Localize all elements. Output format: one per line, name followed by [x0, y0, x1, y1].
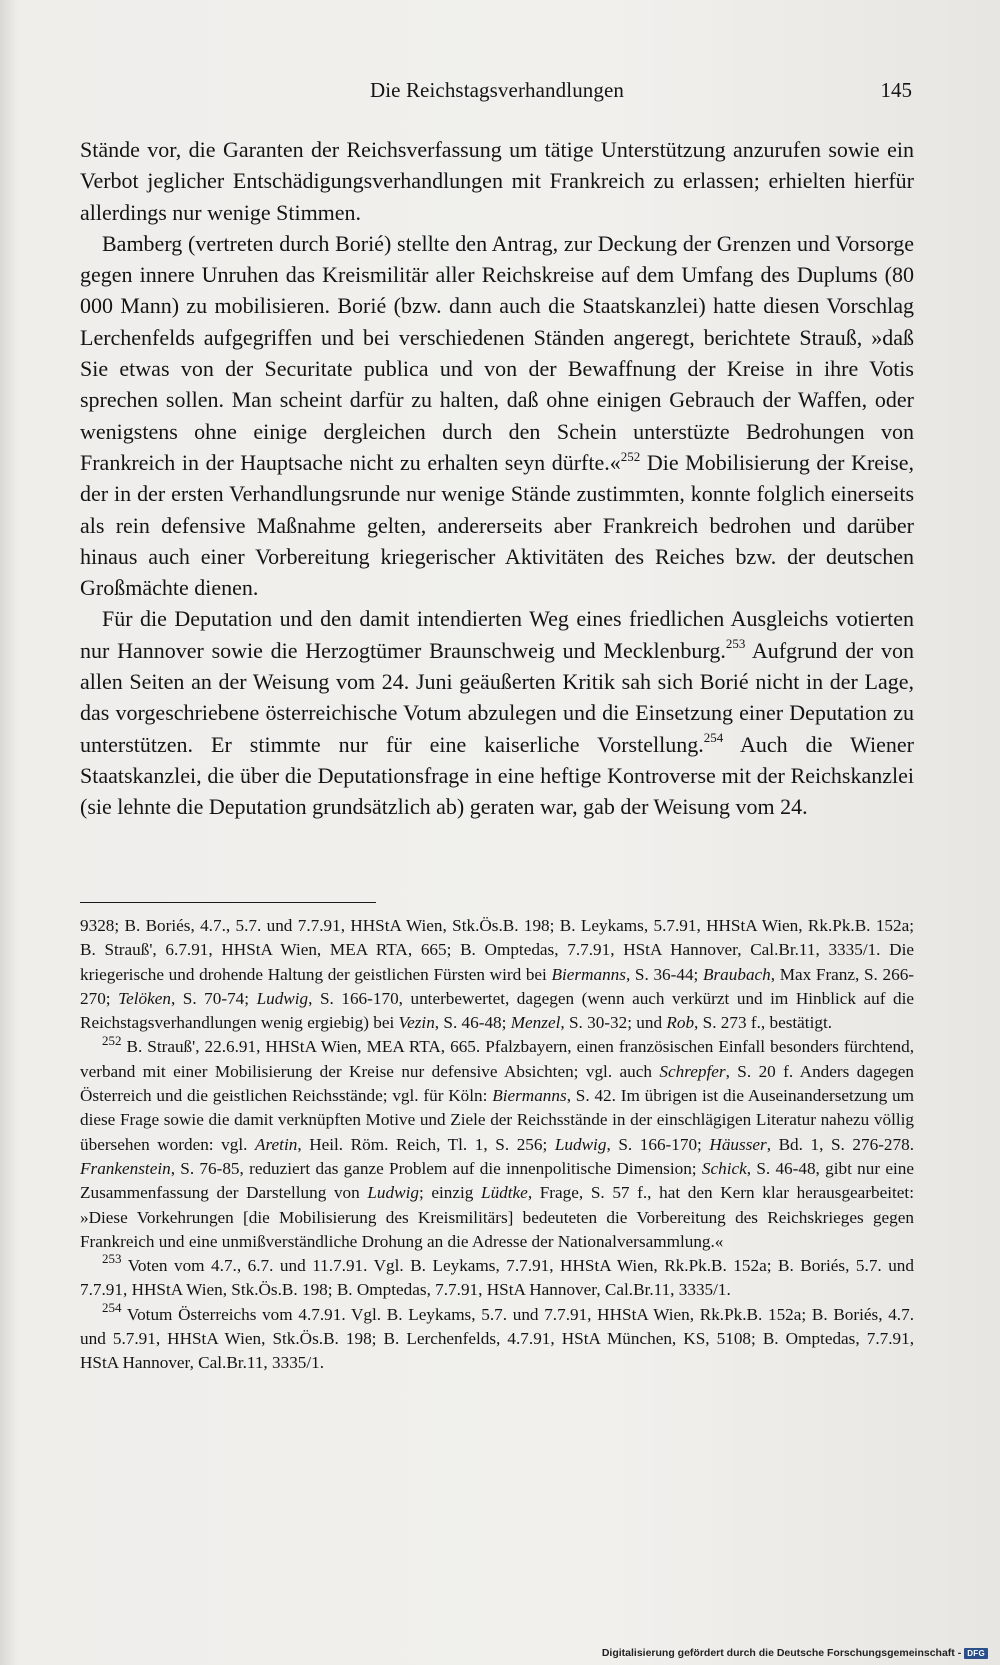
footnote-253 [80, 1251, 914, 1303]
footnote-rule [80, 902, 376, 903]
fn-author: Frankenstein [80, 1158, 171, 1178]
footnote-ref-253[interactable]: 253 [725, 636, 746, 652]
footnotes [80, 914, 914, 1376]
paragraph-3-text-b: Aufgrund der von allen Seiten an der Weisung vom 24. Juni geäußerten Kritik sah sich Borié nicht in der Lage, das vorgeschriebene österreichische Votum abzulegen und die Einsetzung einer Deputation zu unterstützen. Er stimmte nur für eine kaiserliche Vorstellung. [80, 637, 914, 757]
footnote-254 [80, 1300, 914, 1376]
fn-text: , S. 42. Im übrigen ist die Auseinandersetzung um diese Frage sowie die damit verknüpften Motive und Ziele der Reichsstände in der einschlägigen Literatur nahezu völlig übersehen worden: vgl. [80, 1086, 914, 1154]
fn-author: Ludwig [256, 988, 309, 1008]
dfg-logo-icon: DFG [964, 1648, 988, 1659]
footnote-number: 253 [102, 1251, 122, 1267]
fn-text: , Heil. Röm. Reich, Tl. 1, S. 256; [297, 1134, 555, 1154]
paragraph-1: Stände vor, die Garanten der Reichsverfassung um tätige Unterstützung anzurufen sowie ein Verbot jeglicher Entschädigungsverhandlungen mit Frankreich zu erlassen; erhielten hierfür allerdings nur wenige Stimmen. [80, 137, 914, 225]
fn-text: ; einzig [418, 1183, 482, 1203]
fn-text: , S. 46-48, gibt nur eine Zusammenfassung der Darstellung von [80, 1158, 914, 1203]
footnote-number: 254 [102, 1300, 122, 1316]
fn-author: Aretin [255, 1134, 298, 1154]
running-title: Die Reichstagsverhandlungen [369, 78, 625, 102]
paragraph-3-text-a: Für die Deputation und den damit intendierten Weg eines friedlichen Ausgleichs votierten nur Hannover sowie die Herzogtümer Braunschweig und Mecklenburg. [80, 606, 914, 663]
fn-text: Votum Österreichs vom 4.7.91. Vgl. B. Leykams, 5.7. und 7.7.91, HHStA Wien, Rk.Pk.B. 152a; B. Boriés, 4.7. und 5.7.91, HHStA Wien, Stk.Ös.B. 198; B. Lerchenfelds, 4.7.91, HStA München, KS, 5108; B. Omptedas, 7.7.91, HStA Hannover, Cal.Br.11, 3335/1. [80, 1304, 914, 1373]
fn-author: Lüdtke [481, 1183, 528, 1203]
fn-author: Biermanns [492, 1086, 567, 1106]
fn-text: 9328; B. Boriés, 4.7., 5.7. und 7.7.91, HHStA Wien, Stk.Ös.B. 198; B. Leykams, 5.7.91, HHStA Wien, Rk.Pk.B. 152a; B. Strauß', 6.7.91, HHStA Wien, MEA RTA, 665; B. Omptedas, 7.7.91, HStA Hannover, Cal.Br.11, 3335/1. Die kriegerische und drohende Haltung der geistlichen Fürsten wird bei [80, 916, 914, 984]
fn-author: Braubach [702, 964, 771, 984]
page-header [82, 76, 912, 110]
page-number: 145 [880, 78, 912, 102]
footnote-number: 252 [102, 1032, 122, 1048]
fn-text: , Max Franz, S. 266-270; [80, 964, 915, 1008]
paragraph-2-text-b: Die Mobilisierung der Kreise, der in der ersten Verhandlungsrunde nur wenige Stände zustimmten, konnte folglich einerseits als rein defensive Maßnahme gelten, andererseits aber Frankreich bedrohen und darüber hinaus auch einer Vorbereitung kriegerischer Aktivitäten des Reiches bzw. der deutschen Großmächte dienen. [80, 449, 914, 601]
body-text [80, 134, 914, 823]
paragraph-3 [80, 603, 914, 822]
fn-text: , S. 36-44; [625, 964, 703, 984]
footnote-continuation [80, 914, 914, 1035]
fn-text: , S. 70-74; [170, 988, 257, 1008]
fn-author: Schrepfer [659, 1061, 726, 1081]
fn-author: Biermanns [551, 964, 626, 984]
fn-text: , S. 273 f., bestätigt. [694, 1013, 833, 1033]
paragraph-2-text-a: Bamberg (vertreten durch Borié) stellte den Antrag, zur Deckung der Grenzen und Vorsorge gegen innere Unruhen das Kreismilitär aller Reichskreise auf dem Umfang des Duplums (80 000 Mann) zu mobilisieren. Borié (bzw. dann auch die Staatskanzlei) hatte diesen Vorschlag Lerchenfelds aufgegriffen und bei verschiedenen Ständen angeregt, berichtete Strauß, »daß Sie etwas von der Securitate publica und von der Bewaffnung der Kreise in ihre Votis sprechen sollen. Man scheint darfür zu halten, daß ohne einigen Gebrauch der Waffen, oder wenigstens ohne einige dergleichen durch den Schein unterstüzte Bedrohungen von Frankreich in der Hauptsache nicht zu erhalten seyn dürfte.« [80, 230, 914, 475]
fn-author: Rob [666, 1013, 695, 1033]
fn-text: B. Strauß', 22.6.91, HHStA Wien, MEA RTA, 665. Pfalzbayern, einen französischen Einfall besonders fürchtend, verband mit einer Mobilisierung der Kreise nur defensive Absichten; vgl. auch [80, 1037, 914, 1081]
fn-text: , S. 166-170; [606, 1134, 710, 1154]
fn-text: , S. 20 f. Anders dagegen Österreich und die geistlichen Reichsstände; vgl. für Köln: [80, 1061, 914, 1106]
paragraph-2 [80, 228, 914, 604]
fn-author: Häusser [709, 1134, 767, 1154]
footnote-ref-254[interactable]: 254 [703, 730, 724, 746]
fn-text: , S. 30-32; und [560, 1013, 667, 1033]
footnote-ref-252[interactable]: 252 [620, 448, 641, 464]
fn-text: , S. 166-170, unterbewertet, dagegen (wenn auch verkürzt und im Hinblick auf die Reichstagsverhandlungen wenig ergiebig) bei [80, 988, 914, 1033]
digitization-credit [602, 1647, 988, 1659]
fn-author: Vezin [398, 1013, 435, 1033]
fn-text: , Frage, S. 57 f., hat den Kern klar herausgearbeitet: »Diese Vorkehrungen [die Mobilisierung des Kreismilitärs] bedeuteten die Vorbereitung des Reichskrieges gegen Frankreich und eine unmißverständliche Drohung an die Adresse der Nationalversammlung.« [80, 1183, 914, 1251]
footnote-252 [80, 1032, 915, 1254]
fn-text: Voten vom 4.7., 6.7. und 11.7.91. Vgl. B. Leykams, 7.7.91, HHStA Wien, Rk.Pk.B. 152a; B. Boriés, 5.7. und 7.7.91, HHStA Wien, Stk.Ös.B. 198; B. Omptedas, 7.7.91, HStA Hannover, Cal.Br.11, 3335/1. [80, 1256, 914, 1300]
fn-text: , Bd. 1, S. 276-278. [766, 1134, 915, 1154]
fn-author: Menzel [510, 1013, 561, 1033]
fn-text: , S. 46-48; [434, 1013, 511, 1033]
fn-text: , S. 76-85, reduziert das ganze Problem auf die innenpolitische Dimension; [170, 1158, 702, 1178]
credit-text: Digitalisierung gefördert durch die Deutsche Forschungsgemeinschaft - [601, 1647, 962, 1659]
paragraph-3-text-c: Auch die Wiener Staatskanzlei, die über die Deputationsfrage in eine heftige Kontroverse mit der Reichskanzlei (sie lehnte die Deputation grundsätzlich ab) geraten war, gab der Weisung vom 24. [80, 731, 914, 820]
fn-author: Ludwig [367, 1183, 419, 1203]
fn-author: Ludwig [554, 1134, 607, 1154]
fn-author: Telöken [118, 988, 171, 1008]
fn-author: Schick [701, 1158, 747, 1178]
